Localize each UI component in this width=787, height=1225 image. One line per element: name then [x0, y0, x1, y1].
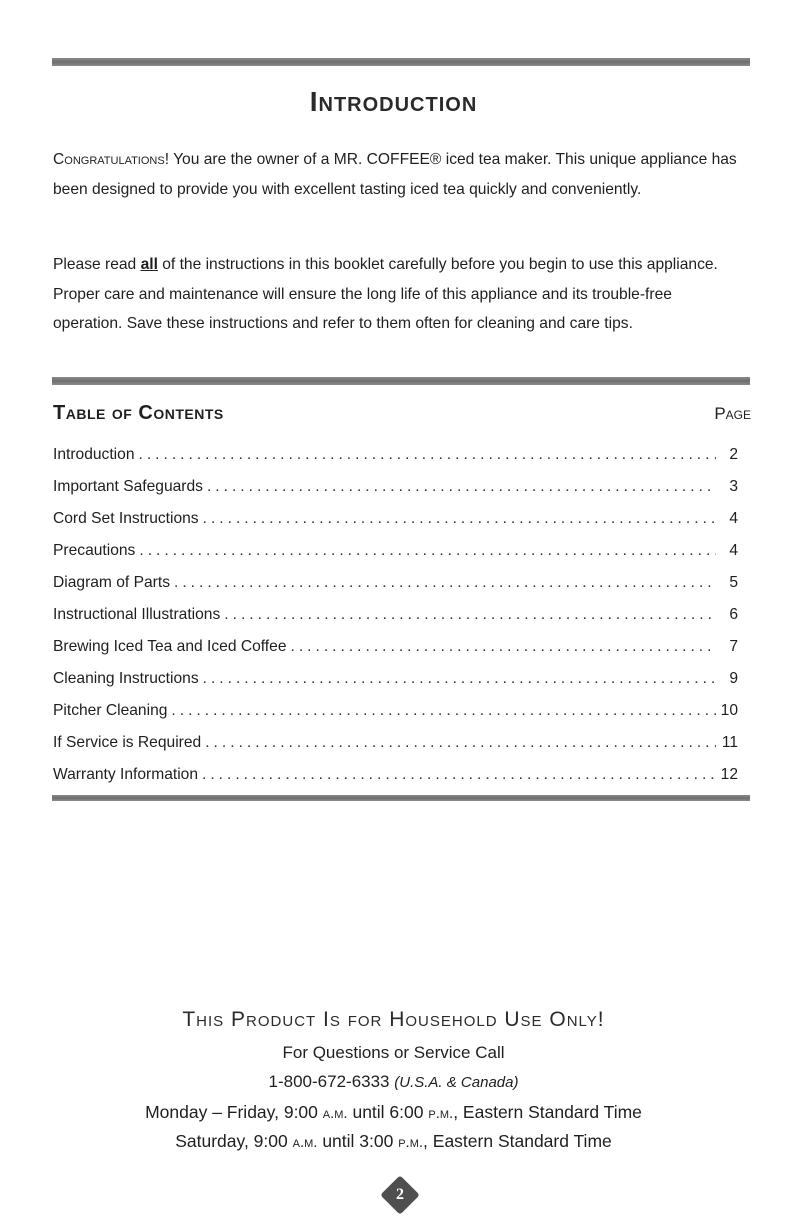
top-divider [52, 58, 750, 66]
toc-entry [53, 535, 738, 567]
toc-entry-label: Precautions [53, 542, 136, 559]
intro-paragraph-2 [53, 250, 743, 339]
toc-entry [53, 631, 738, 663]
intro-paragraph-2-rest: of the instructions in this booklet carefully before you begin to use this appliance. Proper care and maintenance will ensure the long life of this appliance and its trouble-free operation. Save these instructions and refer to them often for cleaning and care tips. [53, 256, 718, 332]
emphasis-all: all [140, 256, 158, 273]
toc-entry [53, 663, 738, 695]
page-number: 2 [396, 1186, 404, 1203]
saturday-am: a.m. [292, 1134, 318, 1151]
toc-entry-page: 9 [729, 670, 738, 687]
toc-leader-dots [139, 439, 717, 471]
weekday-hours [0, 1102, 787, 1123]
toc-leader-dots [139, 535, 716, 567]
toc-entry-page: 3 [729, 478, 738, 495]
toc-entry-label: If Service is Required [53, 734, 202, 751]
toc-entry [53, 471, 738, 503]
toc-entry [53, 503, 738, 535]
toc-entry [53, 727, 738, 759]
toc-leader-dots [174, 567, 716, 599]
toc-leader-dots [205, 727, 716, 759]
toc-entry-page: 10 [720, 702, 738, 719]
saturday-pm: p.m. [398, 1134, 424, 1151]
phone-number: 1-800-672-6333 [268, 1072, 390, 1091]
toc-entry-label: Important Safeguards [53, 478, 203, 495]
household-use-notice: This Product Is for Household Use Only! [182, 1008, 605, 1031]
toc-entry [53, 567, 738, 599]
toc-leader-dots [207, 471, 716, 503]
toc-entry-page: 4 [729, 542, 738, 559]
congratulations-word: Congratulations! [53, 151, 170, 168]
service-call-heading: For Questions or Service Call [282, 1043, 505, 1062]
weekday-hours-until: until 6:00 [347, 1102, 429, 1122]
middle-divider [52, 377, 750, 385]
toc-entry-label: Instructional Illustrations [53, 606, 221, 623]
saturday-hours-start: Saturday, 9:00 [175, 1131, 293, 1151]
toc-entry-page: 7 [729, 638, 738, 655]
toc-leader-dots [203, 503, 716, 535]
toc-entry [53, 599, 738, 631]
intro-paragraph-1-text: You are the owner of a MR. COFFEE® iced tea maker. This unique appliance has been designed to provide you with excellent tasting iced tea quickly and conveniently. [53, 151, 737, 198]
weekday-timezone: , Eastern Standard Time [453, 1102, 642, 1122]
toc-leader-dots [171, 695, 716, 727]
saturday-hours-until: until 3:00 [317, 1131, 399, 1151]
phone-line [0, 1072, 787, 1092]
toc-entry-label: Pitcher Cleaning [53, 702, 168, 719]
page-title: Introduction [309, 86, 478, 117]
toc-leader-dots [203, 663, 716, 695]
toc-entry-page: 5 [729, 574, 738, 591]
weekday-pm: p.m. [428, 1105, 454, 1122]
toc-entry-label: Introduction [53, 446, 135, 463]
toc-entry-label: Cord Set Instructions [53, 510, 199, 527]
toc-entry-label: Cleaning Instructions [53, 670, 199, 687]
toc-entry-label: Brewing Iced Tea and Iced Coffee [53, 638, 287, 655]
toc-list [53, 439, 738, 791]
toc-entry [53, 695, 738, 727]
phone-region: (U.S.A. & Canada) [394, 1074, 519, 1091]
toc-entry-page: 4 [729, 510, 738, 527]
saturday-timezone: , Eastern Standard Time [423, 1131, 612, 1151]
intro-paragraph-2-start: Please read [53, 256, 141, 273]
toc-header [53, 402, 751, 432]
toc-leader-dots [291, 631, 717, 663]
toc-entry-page: 6 [729, 606, 738, 623]
page-number-badge [380, 1175, 420, 1215]
toc-leader-dots [202, 759, 716, 791]
toc-page-label: Page [714, 404, 751, 423]
toc-entry-page: 11 [721, 734, 738, 751]
weekday-hours-start: Monday – Friday, 9:00 [145, 1102, 323, 1122]
toc-title: Table of Contents [53, 402, 224, 424]
toc-entry [53, 759, 738, 791]
toc-entry-page: 2 [729, 446, 738, 463]
toc-entry-label: Diagram of Parts [53, 574, 170, 591]
weekday-am: a.m. [322, 1105, 348, 1122]
toc-entry [53, 439, 738, 471]
bottom-divider [52, 795, 750, 801]
toc-leader-dots [224, 599, 716, 631]
intro-paragraph-1 [53, 145, 753, 204]
saturday-hours [0, 1131, 787, 1152]
toc-entry-label: Warranty Information [53, 766, 199, 783]
toc-entry-page: 12 [720, 766, 738, 783]
